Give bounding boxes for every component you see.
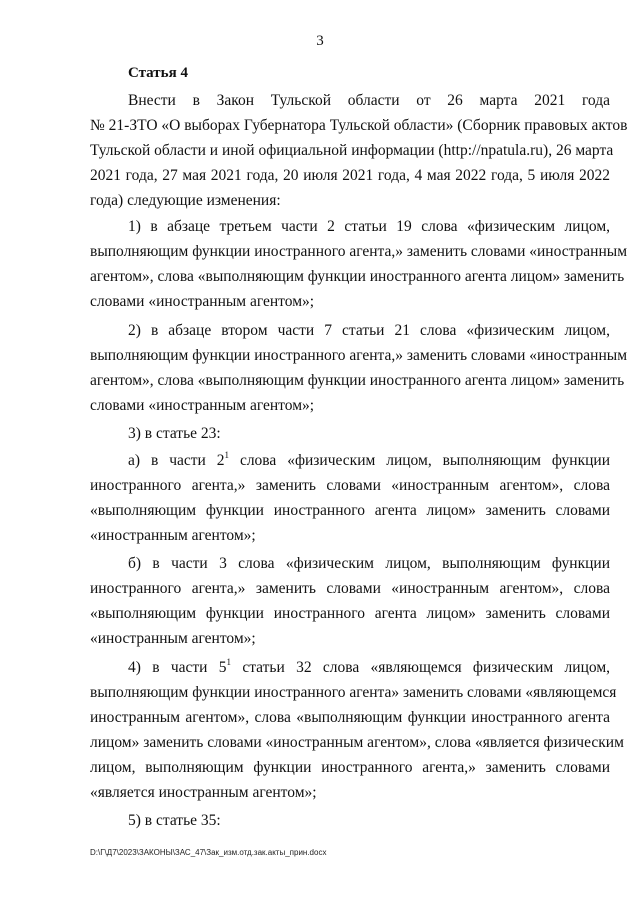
intro-line: 2021 года, 27 мая 2021 года, 20 июля 2021 года, 4 мая 2022 года, 5 июля 2022 [90, 167, 610, 184]
item-5-line: 5) в статье 35: [128, 812, 221, 829]
item-1-line: агентом», слова «выполняющим функции иностранного агента лицом» заменить [90, 268, 625, 285]
item-3-line: 3) в статье 23: [128, 425, 221, 442]
item-4-line [128, 659, 610, 677]
intro-line: Внести в Закон Тульской области от 26 марта 2021 года [128, 92, 610, 109]
item-4-line: иностранным агентом», слова «выполняющим функции иностранного агента [90, 709, 610, 726]
item-2-line: выполняющим функции иностранного агента,» заменить словами «иностранным [90, 347, 627, 364]
article-title: Статья 4 [128, 65, 188, 81]
item-3a-line: иностранного агента,» заменить словами «иностранным агентом», слова [90, 477, 610, 494]
item-4-line: «является иностранным агентом»; [90, 784, 317, 801]
item-3a-line [128, 452, 610, 470]
item-3a-line: «выполняющим функции иностранного агента лицом» заменить словами [90, 502, 610, 519]
superscript: 1 [224, 450, 230, 460]
page-number: 3 [316, 33, 324, 49]
item-4-pre: 4) в части 5 [128, 659, 227, 676]
item-1-line: словами «иностранным агентом»; [90, 293, 315, 310]
item-2-line: агентом», слова «выполняющим функции иностранного агента лицом» заменить [90, 372, 625, 389]
item-4-line: лицом» заменить словами «иностранным агентом», слова «является физическим [90, 734, 624, 751]
item-3b-line: б) в части 3 слова «физическим лицом, выполняющим функции [128, 555, 610, 572]
item-4-line: выполняющим функции иностранного агента» заменить словами «являющемся [90, 684, 617, 701]
item-3b-line: «иностранным агентом»; [90, 630, 256, 647]
intro-line: года) следующие изменения: [90, 192, 281, 209]
item-1-line: выполняющим функции иностранного агента,» заменить словами «иностранным [90, 243, 627, 260]
item-3a-line: «иностранным агентом»; [90, 527, 256, 544]
intro-line: № 21-ЗТО «О выборах Губернатора Тульской области» (Сборник правовых актов [90, 117, 628, 134]
superscript: 1 [226, 657, 232, 667]
item-3b-line: иностранного агента,» заменить словами «иностранным агентом», слова [90, 580, 610, 597]
item-4-post: статьи 32 слова «являющемся физическим лицом, [231, 659, 610, 676]
item-2-line: словами «иностранным агентом»; [90, 397, 315, 414]
intro-line: Тульской области и иной официальной информации (http://npatula.ru), 26 марта [90, 142, 614, 159]
item-2-line: 2) в абзаце втором части 7 статьи 21 слова «физическим лицом, [128, 322, 610, 339]
item-4-line: лицом, выполняющим функции иностранного агента,» заменить словами [90, 759, 610, 776]
file-path-footer: D:\Г\Д7\2023\ЗАКОНЫ\ЗАС_47\Зак_изм.отд.зак.акты_прин.docx [90, 848, 327, 857]
item-3a-pre: а) в части 2 [128, 452, 225, 469]
item-3a-post: слова «физическим лицом, выполняющим функции [229, 452, 611, 469]
item-1-line: 1) в абзаце третьем части 2 статьи 19 слова «физическим лицом, [128, 218, 610, 235]
item-3b-line: «выполняющим функции иностранного агента лицом» заменить словами [90, 605, 610, 622]
